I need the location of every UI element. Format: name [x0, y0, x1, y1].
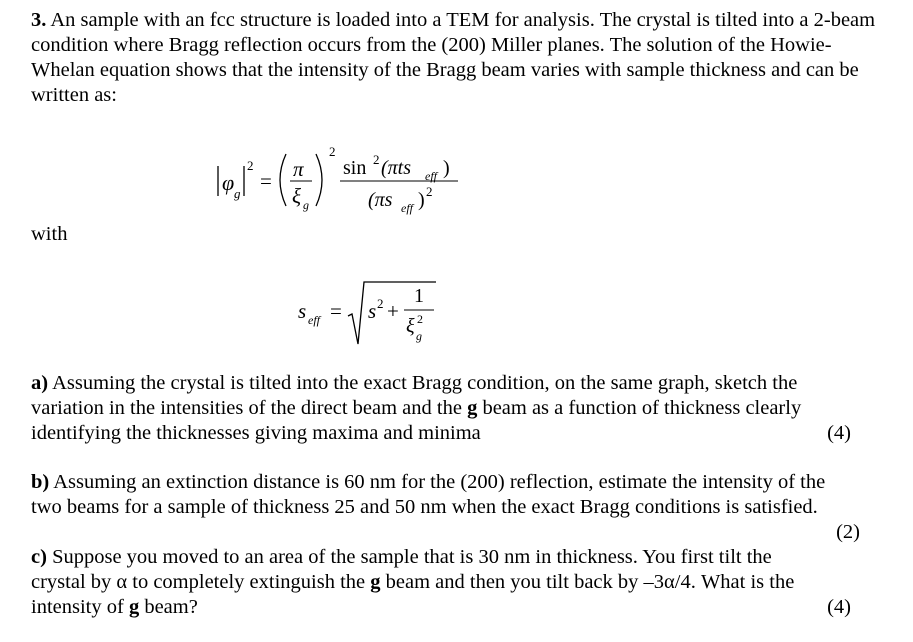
question-c-line-2: crystal by α to completely extinguish the g beam and then you tilt back by –3α/4. What is the — [31, 571, 795, 593]
eff-subscript: eff — [425, 169, 437, 183]
intro-text: An sample with an fcc structure is loaded into a TEM for analysis. The crystal is tilted into a 2-beam condition where Bragg reflection occurs from the (200) Miller planes. The solution of the Howie-Whelan equation shows that the intensity of the Bragg beam varies with sample thickness and can be written as: — [31, 9, 876, 106]
question-a-line-2: variation in the intensities of the direct beam and the g beam as a function of thickness clearly — [31, 397, 802, 419]
equation-s-eff — [296, 274, 446, 350]
equals-sign-2: = — [330, 299, 342, 323]
one-numerator: 1 — [414, 285, 424, 307]
question-b-line-2: two beams for a sample of thickness 25 and 50 nm when the exact Bragg conditions is satisfied. — [31, 496, 818, 518]
sin-exponent: 2 — [373, 152, 380, 167]
question-a-marks: (4) — [827, 422, 851, 444]
s-squared: s — [368, 299, 377, 323]
phi-subscript: g — [234, 186, 241, 201]
phi-exponent: 2 — [247, 158, 254, 173]
xi-exponent: 2 — [417, 312, 423, 326]
question-b-line-1: b) Assuming an extinction distance is 60 nm for the (200) reflection, estimate the intensity of the — [31, 471, 826, 493]
s-symbol: s — [298, 299, 307, 323]
denominator-close: ) — [418, 189, 425, 211]
xi-denominator: ξ — [292, 184, 301, 208]
problem-number: 3. — [31, 9, 47, 31]
question-b-label: b) — [31, 471, 50, 493]
question-a-line-3: identifying the thicknesses giving maxima and minima (4) — [31, 422, 851, 444]
question-b-marks: (2) — [836, 521, 860, 543]
question-b — [31, 470, 886, 545]
xi-subscript: g — [303, 198, 309, 212]
plus-sign: + — [387, 299, 399, 323]
xi-denominator-2: ξ — [406, 315, 415, 337]
pi-numerator: π — [293, 157, 304, 181]
equals-sign: = — [260, 169, 272, 193]
with-label: with — [31, 223, 68, 245]
denominator-argument: (πs — [368, 189, 393, 211]
paren-exponent: 2 — [329, 144, 336, 159]
question-a-label: a) — [31, 372, 49, 394]
equation-intensity — [200, 140, 500, 220]
s-exponent: 2 — [377, 296, 384, 311]
s-eff-subscript: eff — [308, 313, 320, 327]
question-a-line-1: a) Assuming the crystal is tilted into the exact Bragg condition, on the same graph, sketch the — [31, 372, 798, 394]
sin-argument: (πts — [381, 157, 412, 179]
denominator-exponent: 2 — [426, 184, 433, 199]
phi-symbol: φ — [222, 170, 235, 195]
question-a — [31, 371, 851, 446]
question-c-label: c) — [31, 546, 47, 568]
question-c-line-1: c) Suppose you moved to an area of the sample that is 30 nm in thickness. You first tilt the — [31, 546, 772, 568]
denominator-eff: eff — [401, 201, 413, 215]
problem-intro — [31, 8, 891, 108]
question-c-marks: (4) — [827, 596, 851, 618]
xi-subscript-2: g — [416, 329, 422, 343]
sin-function: sin — [343, 157, 367, 179]
question-c-line-3: intensity of g beam? (4) — [31, 596, 851, 618]
sin-close-paren: ) — [443, 157, 450, 179]
question-c — [31, 545, 851, 620]
